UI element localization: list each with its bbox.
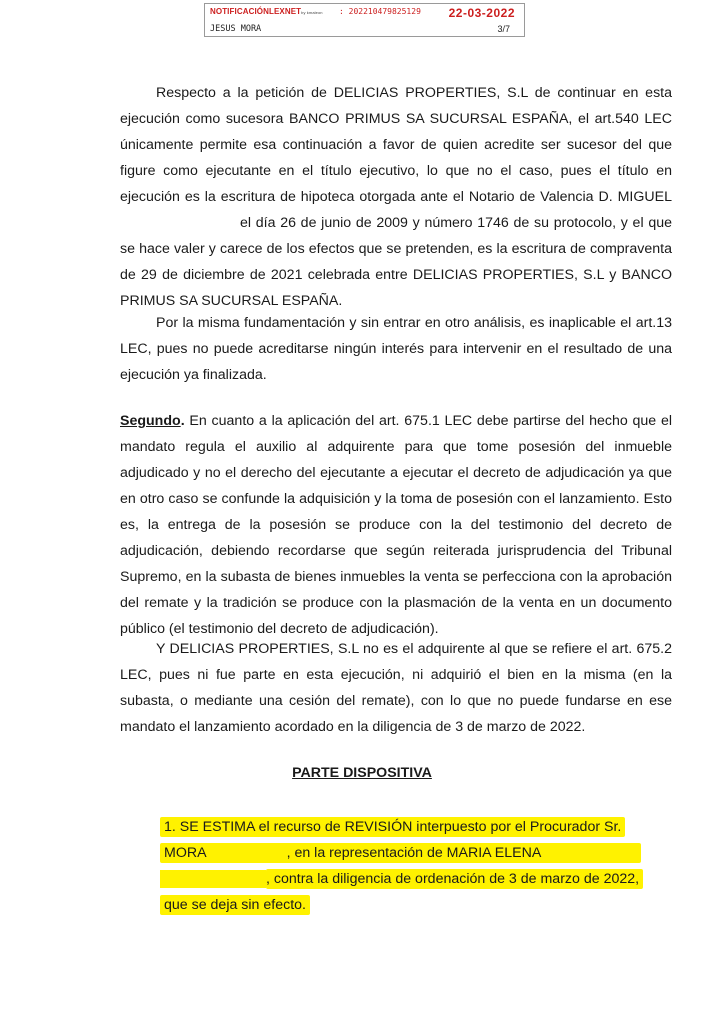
stamp-page-number: 3/7 (497, 24, 510, 34)
paragraph-segundo: Segundo. En cuanto a la aplicación del art. 675.1 LEC debe partirse del hecho que el mandato regula el auxilio al adquirente para que tome posesión del inmueble adjudicado y no el derecho del ejecutante a ejecutar el decreto de adjudicación ya que en otro caso se confunde la adquisición y la toma de posesión con el lanzamiento. Esto es, la entrega de la posesión se produce con la del testimonio del decreto de adjudicación, debiendo recordarse que según reiterada jurisprudencia del Tribunal Supremo, en la subasta de bienes inmuebles la venta se perfecciona con la aprobación del remate y la tradición se produce con la plasmación de la venta en un documento público (el testimonio del decreto de adjudicación). (120, 413, 672, 637)
stamp-label-tiny: by kmaleon (301, 10, 323, 15)
dispositive-line: , contra la diligencia de ordenación de 3 de marzo de 2022, (266, 869, 643, 889)
dispositive-line: 1. SE ESTIMA el recurso de REVISIÓN interpuesto por el Procurador Sr. (160, 817, 625, 837)
section-lead-segundo: Segundo (120, 413, 181, 429)
stamp-date: 22-03-2022 (448, 6, 515, 20)
notification-stamp (204, 3, 525, 37)
stamp-reference: : 202210479825129 (339, 7, 421, 16)
dispositive-line: que se deja sin efecto. (160, 895, 310, 915)
redacted-highlight (160, 870, 266, 888)
stamp-label: NOTIFICACIÓNLEXNETby kmaleon (210, 7, 323, 16)
section-heading-parte-dispositiva: PARTE DISPOSITIVA (292, 765, 432, 781)
stamp-name: JESUS MORA (210, 24, 262, 34)
paragraph-petition: Respecto a la petición de DELICIAS PROPERTIES, S.L de continuar en esta ejecución como sucesora BANCO PRIMUS SA SUCURSAL ESPAÑA, el art.540 LEC únicamente permite esa continuación a favor de quien acredite ser sucesor del que figure como ejecutante en el título ejecutivo, lo que no el caso, pues el título en ejecución es la escritura de hipoteca otorgada ante el Notario de Valencia D. MIGUELel día 26 de junio de 2009 y número 1746 de su protocolo, y el que se hace valer y carece de los efectos que se pretenden, es la escritura de compraventa de 29 de diciembre de 2021 celebrada entre DELICIAS PROPERTIES, S.L y BANCO PRIMUS SA SUCURSAL ESPAÑA. (120, 85, 672, 309)
dispositive-line: MORA , en la representación de MARIA ELENA (160, 843, 641, 863)
dispositive-item-1 (160, 814, 674, 918)
paragraph-adquirente: Y DELICIAS PROPERTIES, S.L no es el adquirente al que se refiere el art. 675.2 LEC, pues ni fue parte en esta ejecución, ni adquirió el bien en la misma (en la subasta, o mediante una cesión del remate), con lo que no puede fundarse en ese mandato el lanzamiento acordado en la diligencia de 3 de marzo de 2022. (120, 641, 672, 735)
paragraph-art13: Por la misma fundamentación y sin entrar en otro análisis, es inaplicable el art.13 LEC, pues no puede acreditarse ningún interés para intervenir en el resultado de una ejecución ya finalizada. (120, 315, 672, 383)
